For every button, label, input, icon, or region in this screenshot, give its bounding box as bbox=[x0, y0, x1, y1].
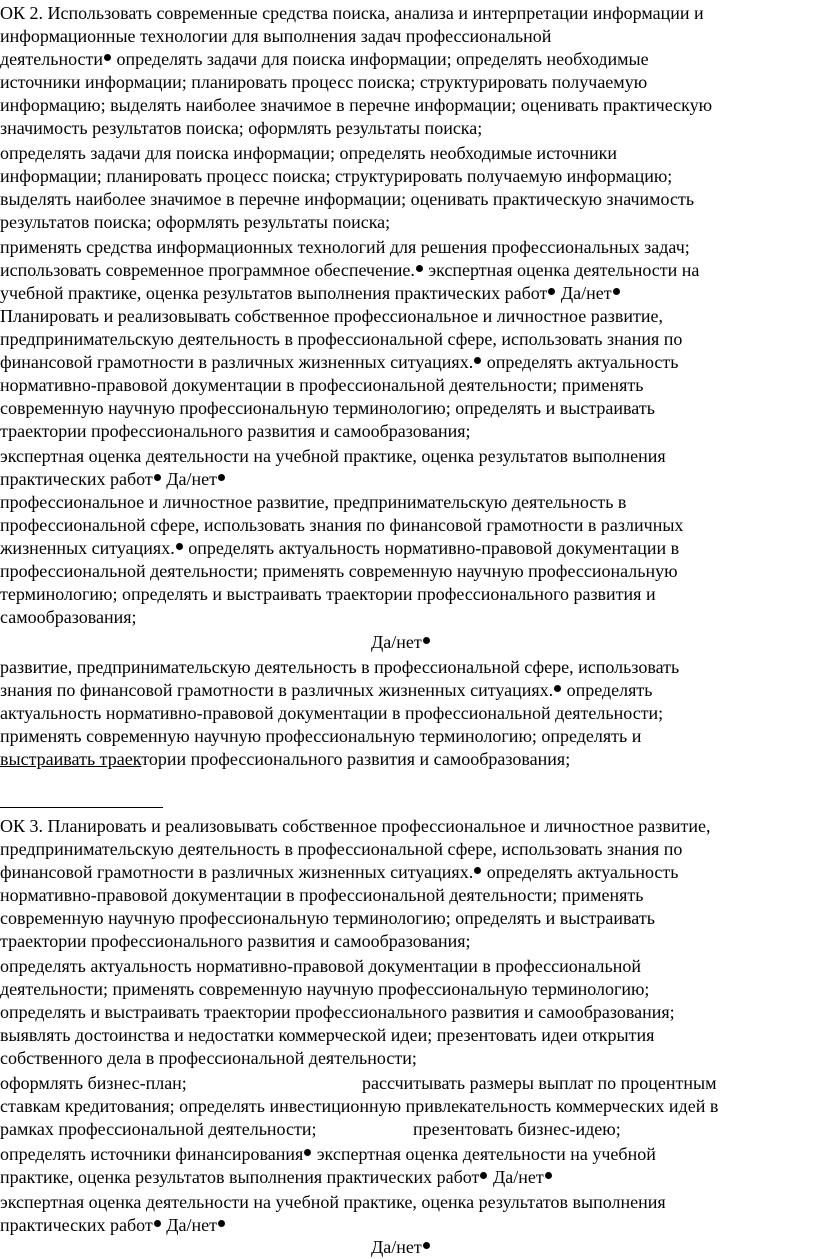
text-line: экспертная оценка деятельности на учебной практике, оценка результатов выполнения bbox=[0, 446, 666, 466]
text-line: деятельности; применять современную научную профессиональную терминологию; bbox=[0, 979, 650, 999]
bullet-icon bbox=[176, 543, 183, 550]
text-line: ОК 3. Планировать и реализовывать собственное профессиональное и личностное развитие, bbox=[0, 816, 711, 836]
text-line: выстраивать траектории профессионального развития и самообразования; bbox=[0, 749, 571, 769]
text-line: определять и выстраивать траектории профессионального развития и самообразования; bbox=[0, 1002, 675, 1022]
text-line: актуальность нормативно-правовой документации в профессиональной деятельности; bbox=[0, 703, 664, 723]
text-line: нормативно-правовой документации в профессиональной деятельности; применять bbox=[0, 885, 644, 905]
text-line: результатов поиска; оформлять результаты поиска; bbox=[0, 212, 391, 232]
text-line: определять источники финансирования экспертная оценка деятельности на учебной bbox=[0, 1144, 656, 1164]
text-line: профессиональной деятельности; применять современную научную профессиональную bbox=[0, 561, 678, 581]
text-line: профессиональной сфере, использовать знания по финансовой грамотности в различных bbox=[0, 515, 684, 535]
text-line: нормативно-правовой документации в профессиональной деятельности; применять bbox=[0, 375, 644, 395]
bullet-icon bbox=[218, 1220, 225, 1227]
bullet-icon bbox=[554, 685, 561, 692]
bullet-icon bbox=[104, 54, 111, 61]
text-line: терминологию; определять и выстраивать траектории профессионального развития и bbox=[0, 584, 656, 604]
text-line: выявлять достоинства и недостатки коммерческой идеи; презентовать идеи открытия bbox=[0, 1025, 655, 1045]
bullet-icon bbox=[416, 265, 423, 272]
text-line: Планировать и реализовывать собственное профессиональное и личностное развитие, bbox=[0, 306, 663, 326]
text-line: Да/нет bbox=[371, 1236, 431, 1259]
text-line: информацию; выделять наиболее значимое в перечне информации; оценивать практическую bbox=[0, 95, 713, 115]
text-line: значимость результатов поиска; оформлять результаты поиска; bbox=[0, 118, 483, 138]
text-line: применять средства информационных технологий для решения профессиональных задач; bbox=[0, 237, 690, 257]
bullet-icon bbox=[423, 637, 430, 644]
bullet-icon bbox=[480, 1172, 487, 1179]
bullet-icon bbox=[154, 474, 161, 481]
text-line: рамках профессиональной деятельности; bbox=[0, 1119, 317, 1139]
text-line: источники информации; планировать процесс поиска; структурировать получаемую bbox=[0, 72, 648, 92]
text-line: профессиональное и личностное развитие, предпринимательскую деятельность в bbox=[0, 492, 627, 512]
text-line: применять современную научную профессиональную терминологию; определять и bbox=[0, 726, 642, 746]
bullet-icon bbox=[218, 474, 225, 481]
text-line: выделять наиболее значимое в перечне информации; оценивать практическую значимость bbox=[0, 189, 695, 209]
text-line: практических работ Да/нет bbox=[0, 468, 226, 491]
bullet-icon bbox=[423, 1242, 430, 1249]
text-line: ОК 2. Использовать современные средства поиска, анализа и интерпретации информации и bbox=[0, 3, 704, 23]
text-line: учебной практике, оценка результатов выполнения практических работ Да/нет bbox=[0, 282, 621, 305]
text-line: информационные технологии для выполнения задач профессиональной bbox=[0, 26, 552, 46]
text-line: презентовать бизнес-идею; bbox=[413, 1119, 621, 1139]
text-line: финансовой грамотности в различных жизненных ситуациях. определять актуальность bbox=[0, 862, 679, 882]
text-line: информации; планировать процесс поиска; структурировать получаемую информацию; bbox=[0, 166, 673, 186]
bullet-icon bbox=[304, 1149, 311, 1156]
text-line: практике, оценка результатов выполнения практических работ Да/нет bbox=[0, 1166, 553, 1189]
bullet-icon bbox=[474, 357, 481, 364]
text-line: ставкам кредитования; определять инвестиционную привлекательность коммерческих идей в bbox=[0, 1096, 719, 1116]
bullet-icon bbox=[474, 867, 481, 874]
text-line: Да/нет bbox=[371, 631, 431, 654]
text-line: финансовой грамотности в различных жизненных ситуациях. определять актуальность bbox=[0, 352, 679, 372]
text-line: деятельности определять задачи для поиска информации; определять необходимые bbox=[0, 49, 649, 69]
text-line: собственного дела в профессиональной деятельности; bbox=[0, 1048, 417, 1068]
text-line: предпринимательскую деятельность в профессиональной сфере, использовать знания по bbox=[0, 329, 683, 349]
text-line: рассчитывать размеры выплат по процентным bbox=[362, 1073, 717, 1093]
text-line: траектории профессионального развития и самообразования; bbox=[0, 421, 471, 441]
bullet-icon bbox=[613, 288, 620, 295]
text-line: траектории профессионального развития и самообразования; bbox=[0, 931, 471, 951]
text-line: самообразования; bbox=[0, 607, 137, 627]
bullet-icon bbox=[545, 1172, 552, 1179]
text-line: жизненных ситуациях. определять актуальность нормативно-правовой документации в bbox=[0, 538, 680, 558]
text-line: использовать современное программное обеспечение. экспертная оценка деятельности на bbox=[0, 260, 700, 280]
text-line: современную научную профессиональную терминологию; определять и выстраивать bbox=[0, 908, 655, 928]
text-line: практических работ Да/нет bbox=[0, 1214, 226, 1237]
text-line: оформлять бизнес-план; bbox=[0, 1073, 187, 1093]
text-line: определять актуальность нормативно-правовой документации в профессиональной bbox=[0, 956, 642, 976]
bullet-icon bbox=[154, 1220, 161, 1227]
footnote-separator bbox=[0, 807, 163, 808]
text-line: современную научную профессиональную терминологию; определять и выстраивать bbox=[0, 398, 655, 418]
text-line: знания по финансовой грамотности в различных жизненных ситуациях. определять bbox=[0, 680, 653, 700]
text-line: экспертная оценка деятельности на учебной практике, оценка результатов выполнения bbox=[0, 1192, 666, 1212]
text-line: развитие, предпринимательскую деятельность в профессиональной сфере, использовать bbox=[0, 657, 680, 677]
bullet-icon bbox=[548, 288, 555, 295]
text-line: предпринимательскую деятельность в профессиональной сфере, использовать знания по bbox=[0, 839, 683, 859]
text-line: определять задачи для поиска информации; определять необходимые источники bbox=[0, 143, 618, 163]
